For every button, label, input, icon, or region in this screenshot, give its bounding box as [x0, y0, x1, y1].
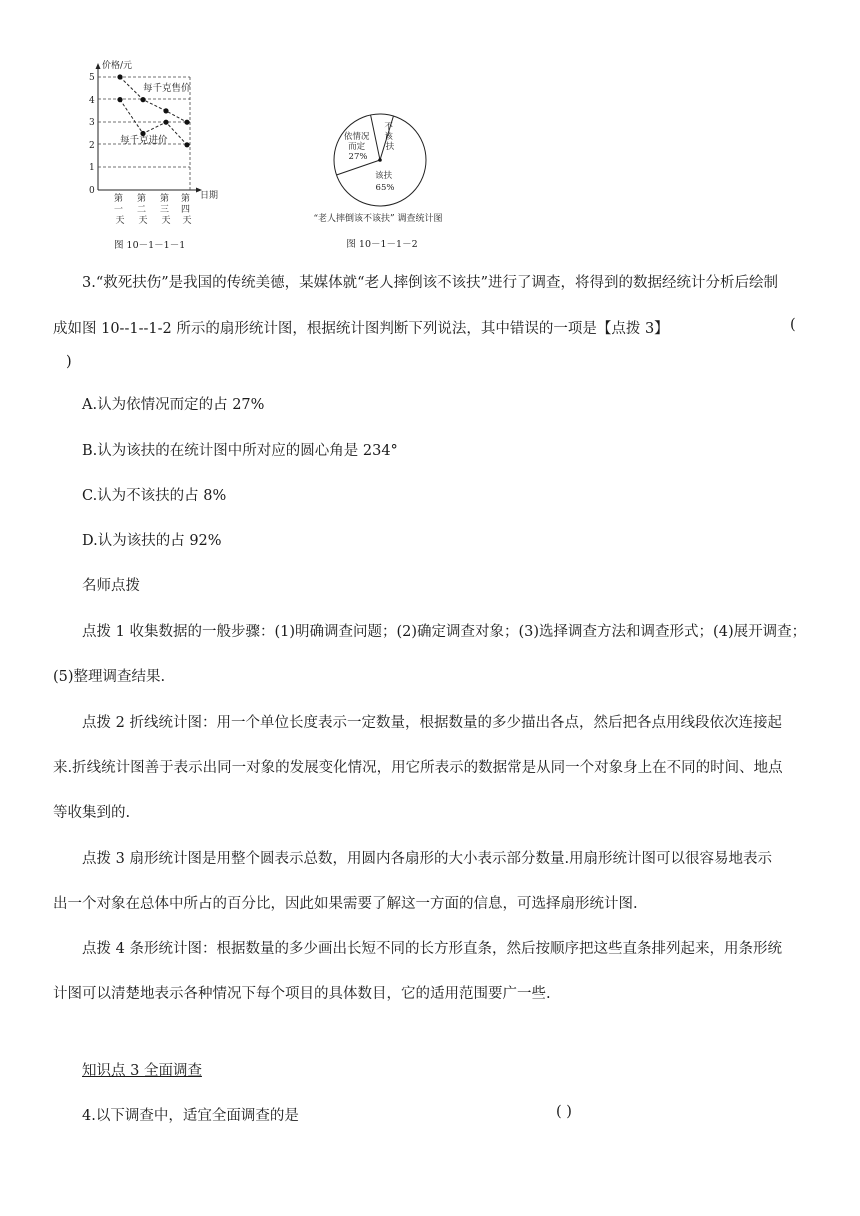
tips-heading: 名师点拨 — [82, 578, 140, 594]
y-tick-label: 3 — [89, 118, 95, 128]
tip2-line1: 点拨 2 折线统计图：用一个单位长度表示一定数量，根据数量的多少描出各点，然后把各点用线段依次连接起 — [82, 715, 782, 731]
tip4-line2: 计图可以清楚地表示各种情况下每个项目的具体数目，它的适用范围要广一些. — [53, 986, 551, 1002]
tip2-line2: 来.折线统计图善于表示出同一对象的发展变化情况，用它所表示的数据常是从同一个对象身上在不同的时间、地点 — [53, 760, 783, 776]
series-label-buy: 每千克进价 — [120, 135, 168, 146]
y-tick-label: 0 — [89, 186, 95, 196]
x-tick-label-day4: 第 四 天 — [181, 194, 192, 226]
data-point — [117, 74, 122, 79]
x-tick-label-day1: 第 一 天 — [114, 194, 125, 226]
y-tick-label: 4 — [89, 96, 95, 106]
question3-line2: 成如图 10--1--1-2 所示的扇形统计图，根据统计图判断下列说法，其中错误的一项是【点拨 3】 — [53, 321, 669, 337]
figure2-caption: 图 10－1－1－2 — [346, 239, 418, 250]
tip2-line3: 等收集到的. — [53, 805, 131, 821]
option-b: B.认为该扶的在统计图中所对应的圆心角是 234° — [82, 443, 398, 459]
pie-label-depends: 依情况 而定 27% — [343, 132, 370, 162]
option-a: A.认为依情况而定的占 27% — [82, 397, 265, 413]
data-point — [117, 97, 122, 102]
question4-paren: ( ) — [556, 1104, 572, 1120]
tip4-line1: 点拨 4 条形统计图：根据数量的多少画出长短不同的长方形直条，然后按顺序把这些直条排列起来，用条形统 — [82, 941, 782, 957]
data-point — [163, 120, 168, 125]
option-c: C.认为不该扶的占 8% — [82, 488, 227, 504]
question3-paren-open: ( — [790, 317, 796, 333]
pie-label-yes: 该扶 65% — [375, 171, 395, 193]
data-point — [184, 142, 189, 147]
tip1-line1: 点拨 1 收集数据的一般步骤：(1)明确调查问题；(2)确定调查对象；(3)选择调查方法和调查形式；(4)展开调查； — [82, 624, 807, 640]
pie-label-no: 不 该 扶 — [384, 122, 395, 152]
question4-text: 4.以下调查中，适宜全面调查的是 — [82, 1108, 299, 1124]
y-axis-arrow — [96, 63, 101, 69]
tip1-line2: (5)整理调查结果. — [53, 669, 166, 685]
pie-center — [378, 158, 382, 162]
x-axis-title: 日期 — [200, 191, 219, 201]
y-tick-label: 2 — [89, 141, 95, 151]
tip3-line1: 点拨 3 扇形统计图是用整个圆表示总数，用圆内各扇形的大小表示部分数量.用扇形统计图可以很容易地表示 — [82, 851, 773, 867]
data-point — [140, 97, 145, 102]
data-point — [163, 108, 168, 113]
line-chart-figure — [80, 55, 230, 255]
data-point — [184, 120, 189, 125]
figure1-caption: 图 10－1－1－1 — [114, 240, 186, 251]
section-heading: 知识点 3 全面调查 — [82, 1063, 202, 1079]
y-tick-label: 5 — [89, 73, 95, 83]
question3-line1: 3.“救死扶伤”是我国的传统美德，某媒体就“老人摔倒该不该扶”进行了调查，将得到的数据经统计分析后绘制 — [82, 275, 778, 291]
tip3-line2: 出一个对象在总体中所占的百分比，因此如果需要了解这一方面的信息，可选择扇形统计图. — [53, 896, 638, 912]
question3-paren-close: ) — [66, 354, 72, 370]
y-tick-label: 1 — [89, 163, 95, 173]
option-d: D.认为该扶的占 92% — [82, 533, 222, 549]
x-tick-label-day3: 第 三 天 — [160, 194, 171, 226]
y-axis-title: 价格/元 — [102, 61, 133, 71]
pie-chart-title: “老人摔倒该不该扶” 调查统计图 — [313, 214, 443, 224]
series-label-sell: 每千克售价 — [143, 83, 191, 94]
x-tick-label-day2: 第 二 天 — [137, 194, 148, 226]
pie-chart-figure — [290, 105, 490, 255]
